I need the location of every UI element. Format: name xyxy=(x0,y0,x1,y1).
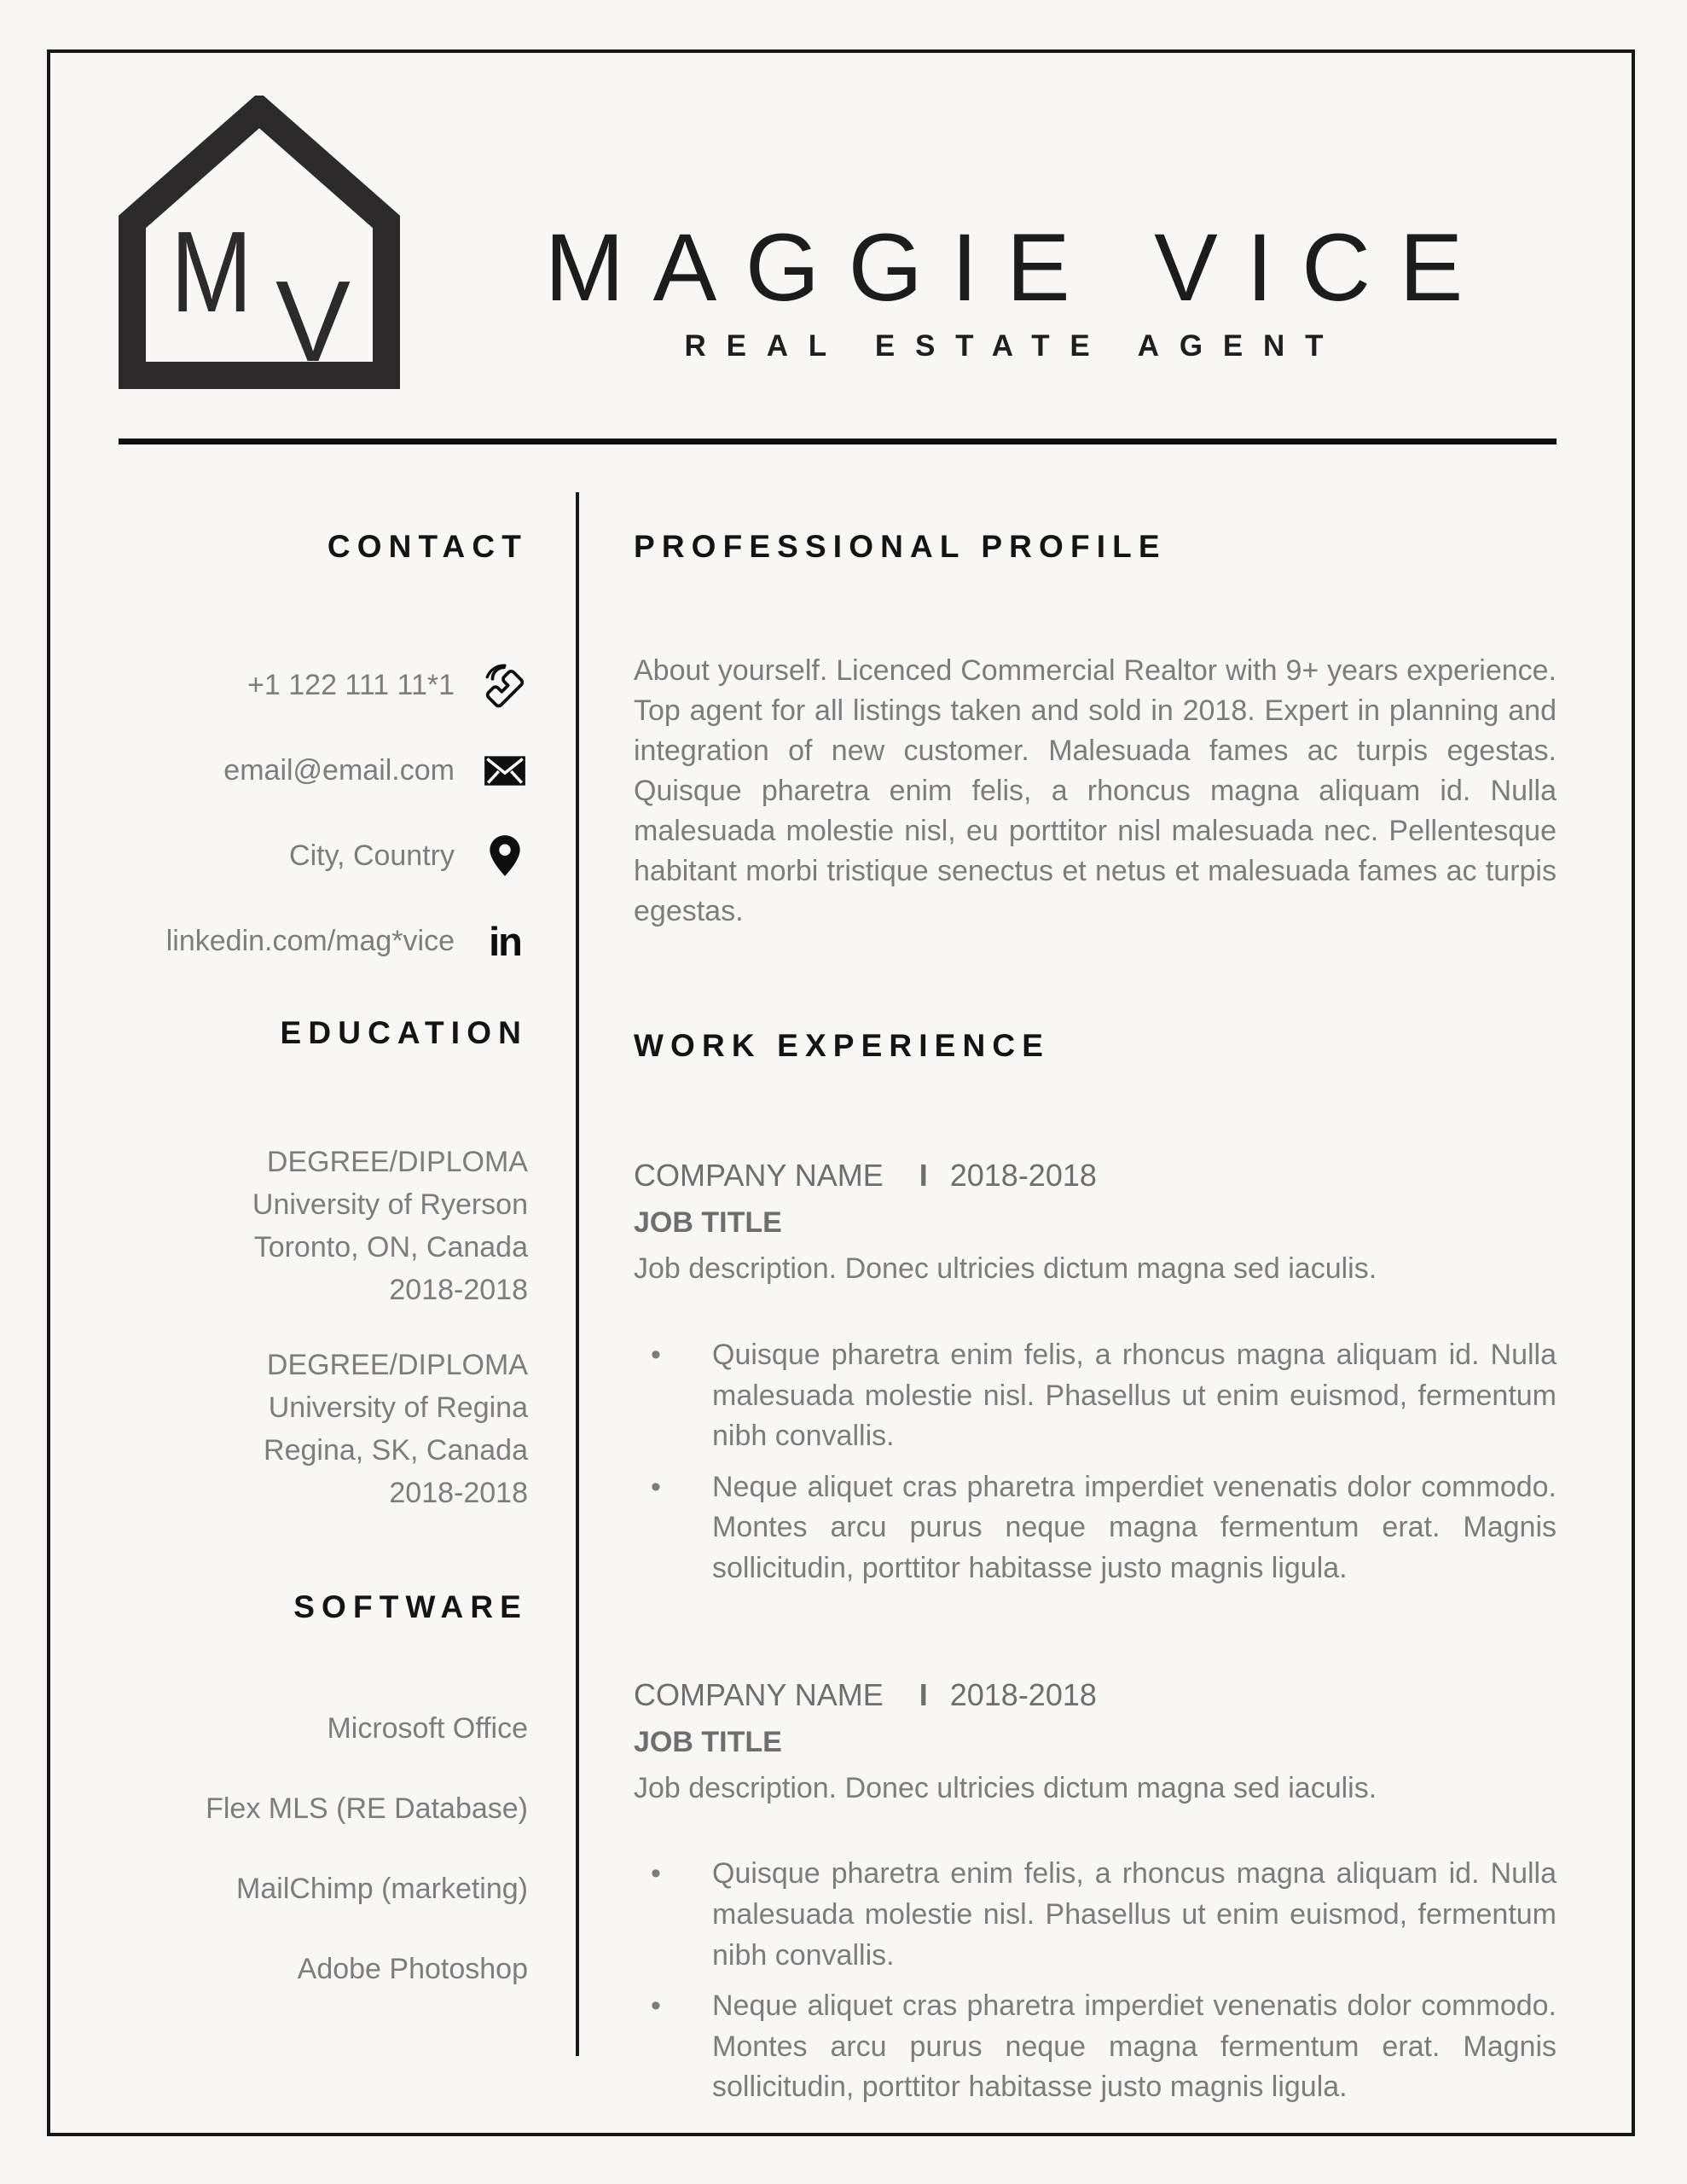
contact-list xyxy=(119,661,528,965)
education-heading: EDUCATION xyxy=(280,1015,528,1051)
contact-item-email[interactable] xyxy=(119,746,528,794)
software-heading: SOFTWARE xyxy=(293,1589,528,1624)
software-item: Flex MLS (RE Database) xyxy=(206,1792,528,1826)
phone-number: +1 122 111 11*1 xyxy=(247,668,455,701)
location-text: City, Country xyxy=(289,839,455,872)
education-entry xyxy=(119,1345,528,1515)
person-role: REAL ESTATE AGENT xyxy=(684,329,1344,363)
profile-summary: About yourself. Licenced Commercial Realtor with 9+ years experience. Top agent for all listings taken and sold in 2018. Expert in planning and integration of new customer. Malesuada fames ac turpis egestas. Quisque pharetra enim felis, a rhoncus magna aliquam id. Nulla malesuada molestie nisl, eu porttitor nisl malesuada nec. Pellentesque habitant morbi tristique senectus et netus et malesuada fames ac turpis egestas. xyxy=(634,654,1557,927)
school: University of Regina xyxy=(268,1391,528,1424)
job-dates: 2018-2018 xyxy=(949,1158,1097,1194)
linkedin-icon: in xyxy=(489,918,521,964)
job-title: JOB TITLE xyxy=(634,1206,782,1240)
education-entry xyxy=(119,1141,528,1312)
company-date-separator: I xyxy=(919,1676,928,1712)
contact-item-phone[interactable] xyxy=(119,661,528,709)
job-entry xyxy=(634,1676,1557,2108)
contact-heading: CONTACT xyxy=(327,529,528,564)
title-block xyxy=(460,214,1548,363)
job-bullet-list xyxy=(634,1854,1557,2108)
education-dates: 2018-2018 xyxy=(389,1273,528,1306)
work-experience-heading: WORK EXPERIENCE xyxy=(634,1027,1051,1063)
page-content xyxy=(50,53,1632,2133)
school-location: Toronto, ON, Canada xyxy=(253,1230,528,1263)
software-list xyxy=(119,1711,528,1986)
job-bullet: • Quisque pharetra enim felis, a rhoncus magna aliquam id. Nulla malesuada molestie nisl. Phasellus ut enim euismod, fermentum nibh convallis. xyxy=(634,1854,1557,1976)
company-date-separator: I xyxy=(919,1158,928,1194)
email-address: email@email.com xyxy=(223,753,455,787)
main-content xyxy=(634,492,1557,2118)
phone-icon xyxy=(482,662,528,708)
company-row xyxy=(634,1157,1557,1194)
monogram-v: V xyxy=(275,257,351,386)
company-name: COMPANY NAME xyxy=(634,1158,884,1194)
two-column-layout xyxy=(119,492,1557,2118)
logo-house-monogram xyxy=(119,96,400,391)
software-item: Microsoft Office xyxy=(327,1711,528,1745)
education-list xyxy=(119,1141,528,1515)
envelope-icon xyxy=(482,747,528,793)
location-pin-icon xyxy=(482,833,528,879)
school: University of Ryerson xyxy=(252,1188,528,1221)
education-dates: 2018-2018 xyxy=(389,1476,528,1509)
job-bullet: • Neque aliquet cras pharetra imperdiet venenatis dolor commodo. Montes arcu purus neque magna fermentum erat. Magnis sollicitudin, porttitor habitasse justo magnis ligula. xyxy=(634,1986,1557,2108)
degree: DEGREE/DIPLOMA xyxy=(266,1145,528,1178)
software-item: Adobe Photoshop xyxy=(297,1953,528,1986)
profile-heading: PROFESSIONAL PROFILE xyxy=(634,529,1167,564)
software-item: MailChimp (marketing) xyxy=(236,1873,528,1906)
degree: DEGREE/DIPLOMA xyxy=(266,1348,528,1381)
resume-page xyxy=(47,49,1635,2136)
job-description: Job description. Donec ultricies dictum magna sed iaculis. xyxy=(634,1252,1377,1286)
job-bullet-list xyxy=(634,1335,1557,1589)
monogram-m: M xyxy=(171,207,252,336)
company-row xyxy=(634,1676,1557,1713)
job-bullet: • Quisque pharetra enim felis, a rhoncus magna aliquam id. Nulla malesuada molestie nisl. Phasellus ut enim euismod, fermentum nibh convallis. xyxy=(634,1335,1557,1457)
sidebar xyxy=(119,492,528,2118)
contact-item-linkedin[interactable] xyxy=(119,917,528,965)
job-bullet: • Neque aliquet cras pharetra imperdiet venenatis dolor commodo. Montes arcu purus neque magna fermentum erat. Magnis sollicitudin, porttitor habitasse justo magnis ligula. xyxy=(634,1467,1557,1589)
job-dates: 2018-2018 xyxy=(949,1676,1097,1712)
job-entry xyxy=(634,1157,1557,1589)
job-description: Job description. Donec ultricies dictum magna sed iaculis. xyxy=(634,1771,1377,1804)
school-location: Regina, SK, Canada xyxy=(264,1433,528,1467)
house-icon xyxy=(119,96,400,391)
linkedin-url: linkedin.com/mag*vice xyxy=(165,924,455,957)
header-divider-rule xyxy=(119,439,1557,444)
person-name: MAGGIE VICE xyxy=(544,214,1492,321)
column-divider xyxy=(576,492,579,2056)
job-title: JOB TITLE xyxy=(634,1725,782,1758)
header xyxy=(119,53,1557,439)
contact-item-location[interactable] xyxy=(119,832,528,880)
company-name: COMPANY NAME xyxy=(634,1676,884,1712)
